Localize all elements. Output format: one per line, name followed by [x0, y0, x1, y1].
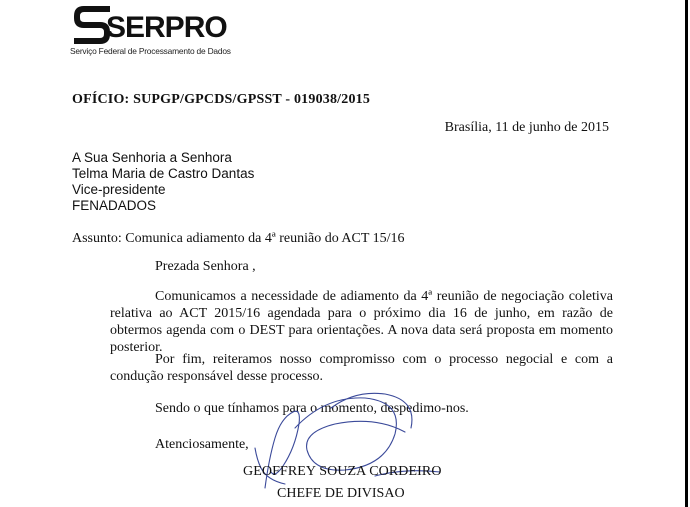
- recipient-title: Vice-presidente: [72, 182, 166, 197]
- letter-subject: Assunto: Comunica adiamento da 4ª reunião do ACT 15/16: [72, 231, 405, 246]
- recipient-name: Telma Maria de Castro Dantas: [72, 166, 255, 181]
- recipient-organization: FENADADOS: [72, 198, 157, 213]
- closing-line: Sendo o que tínhamos para o momento, despedimo-nos.: [155, 401, 469, 416]
- letter-reference: OFÍCIO: SUPGP/GPCDS/GPSST - 019038/2015: [72, 92, 371, 107]
- recipient-block: [72, 150, 254, 214]
- regards-line: Atenciosamente,: [155, 437, 249, 452]
- recipient-line: A Sua Senhoria a Senhora: [72, 150, 232, 165]
- body-paragraph-2: Por fim, reiteramos nosso compromisso com o processo negocial e com a condução responsável desse processo.: [110, 352, 613, 384]
- signer-role: CHEFE DE DIVISAO: [277, 486, 405, 501]
- letter-date: Brasília, 11 de junho de 2015: [444, 120, 609, 135]
- signer-name: GEOFFREY SOUZA CORDEIRO: [243, 464, 442, 479]
- body-paragraph-1: Comunicamos a necessidade de adiamento da 4ª reunião de negociação coletiva relativa ao ACT 2015/16 agendada para o próximo dia 16 de junho, em razão de obtermos agenda com o DEST para orientações. A nova data será proposta em momento posterior.: [110, 289, 613, 355]
- page-edge-border: [685, 0, 688, 507]
- logo-wordmark: SERPRO: [106, 11, 227, 44]
- serpro-logo: [70, 4, 270, 59]
- salutation: Prezada Senhora ,: [155, 259, 256, 274]
- logo-subtitle: Serviço Federal de Processamento de Dados: [70, 46, 231, 56]
